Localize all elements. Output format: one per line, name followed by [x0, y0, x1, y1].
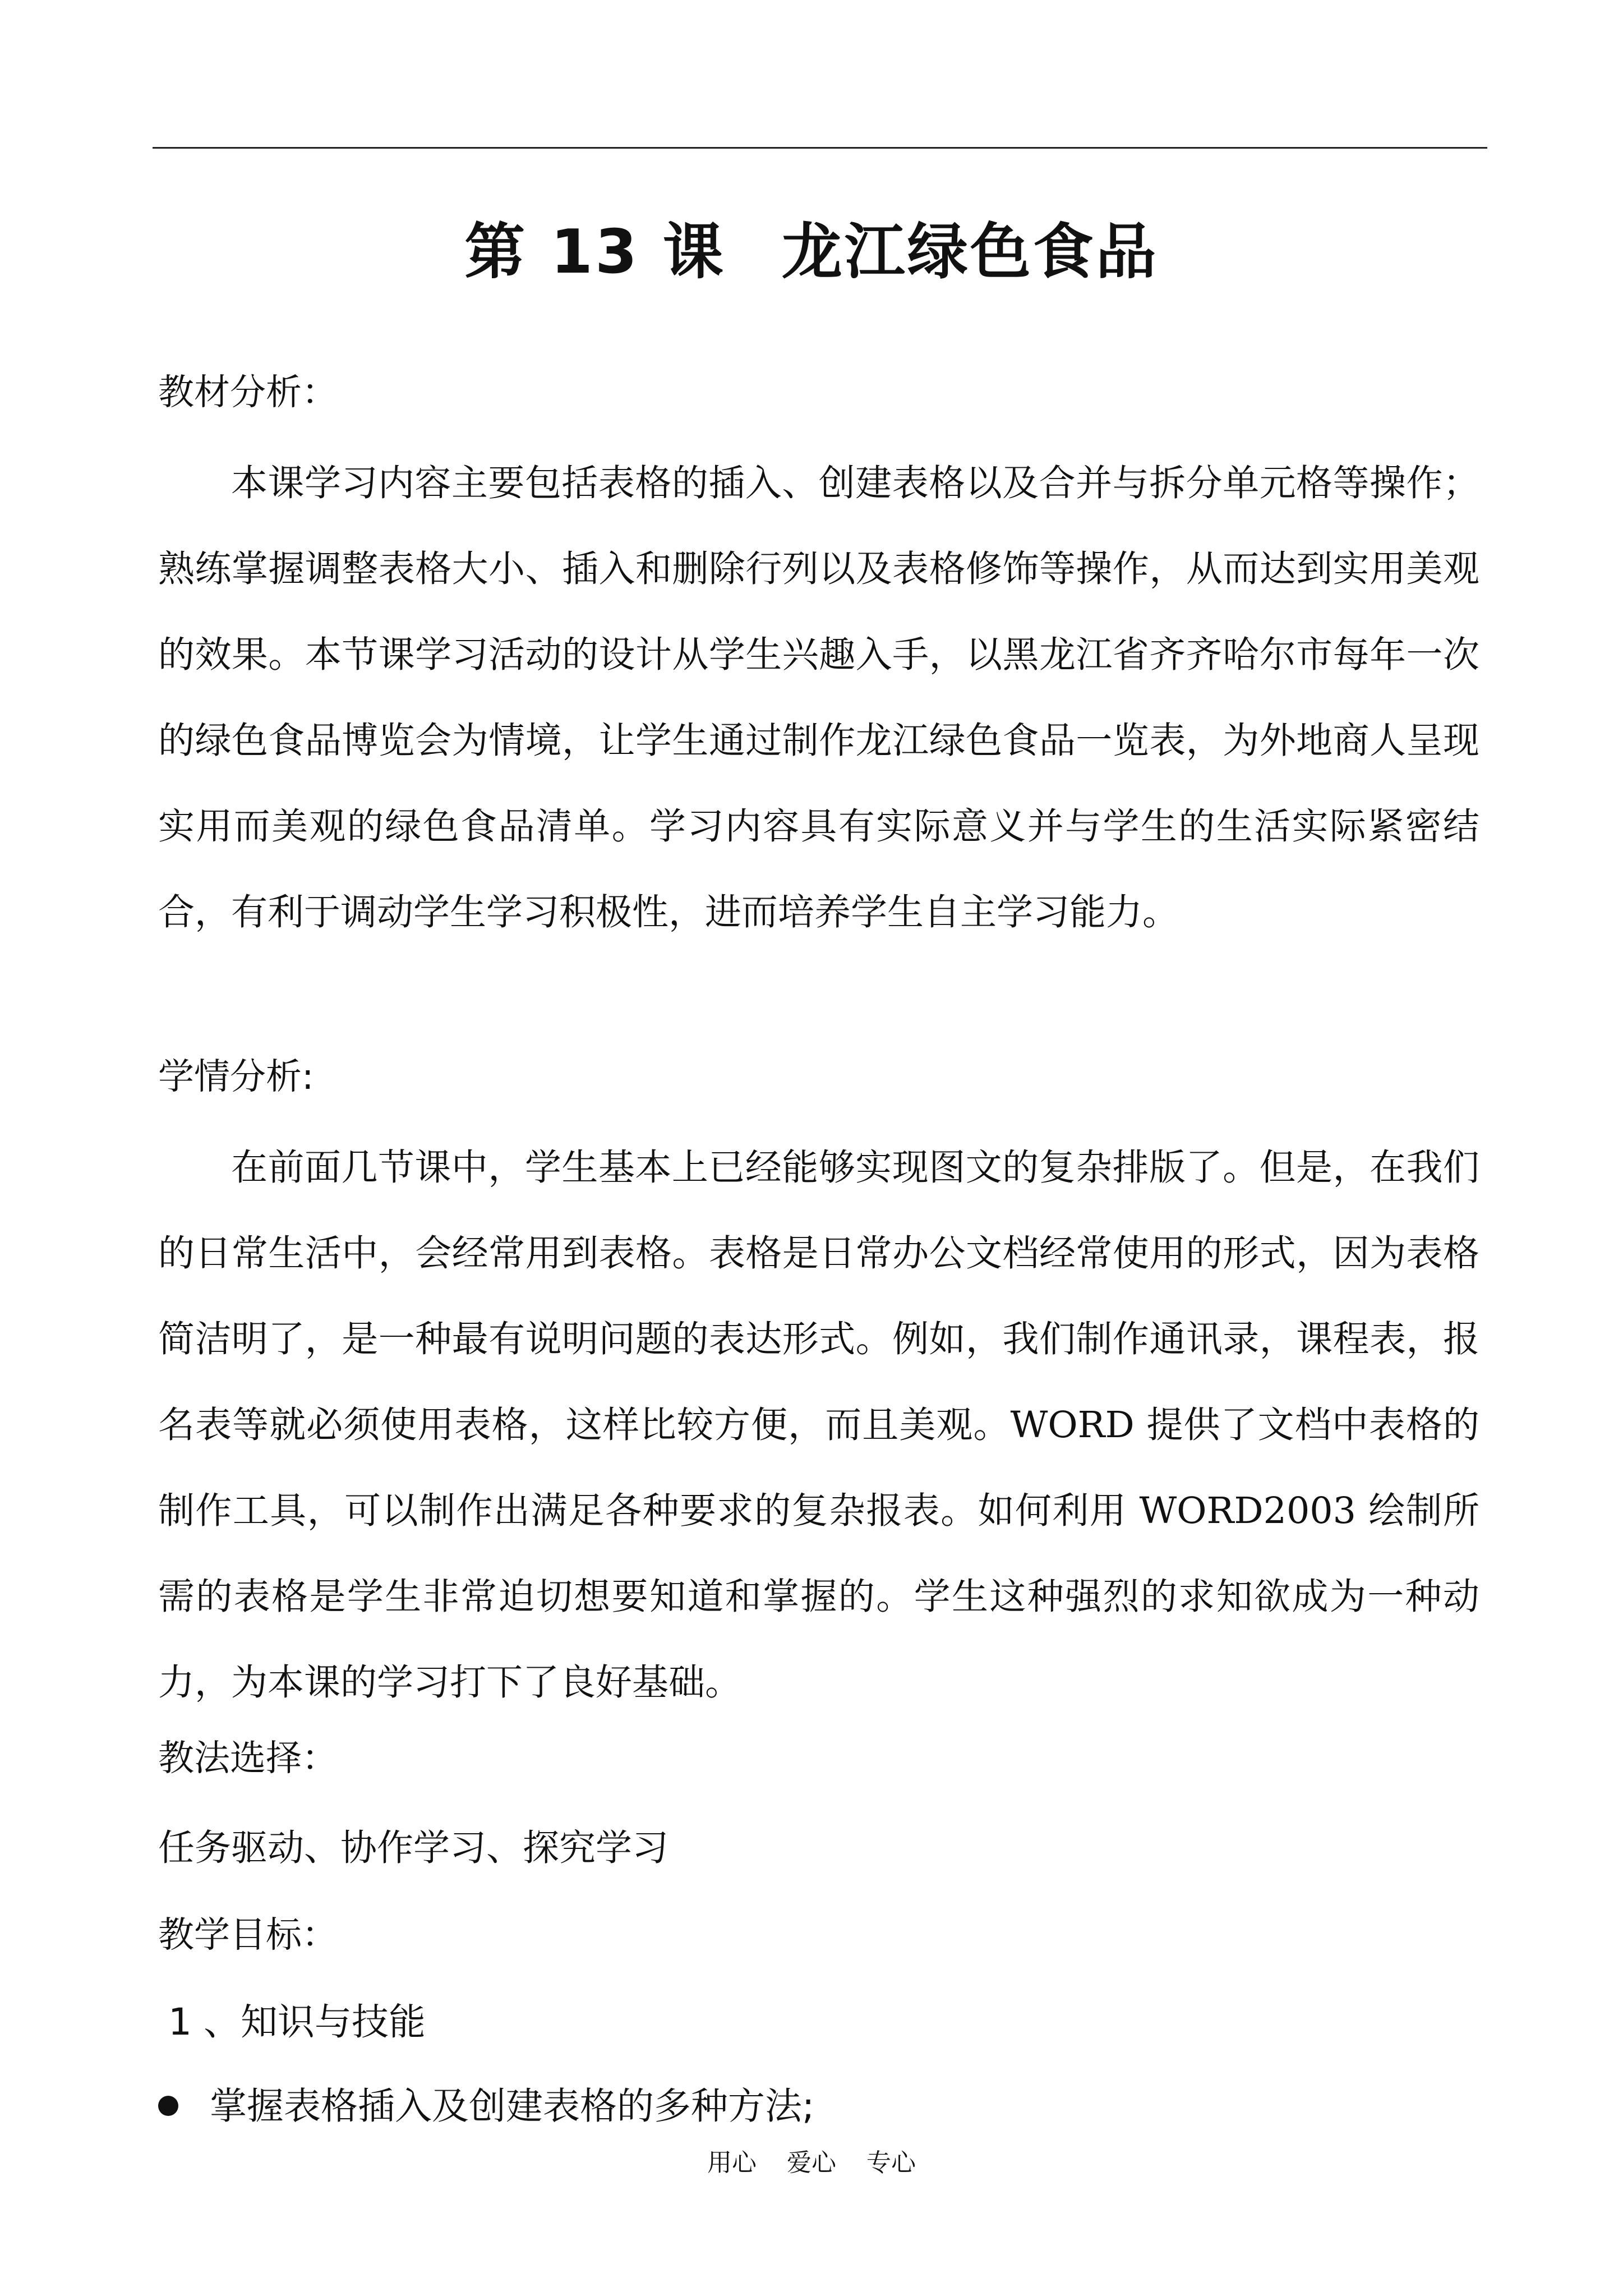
- section-heading-teaching-methods: 教法选择：: [158, 1738, 338, 1779]
- section-heading-textbook-analysis: 教材分析：: [158, 372, 338, 413]
- goals-bullet-item: [158, 2084, 814, 2129]
- title-topic: 龙江绿色食品: [781, 217, 1159, 287]
- page-footer: 用心 爱心 专心: [707, 2148, 916, 2177]
- title-lesson-number: 第 13 课: [464, 217, 726, 287]
- teaching-methods-text: 任务驱动、协作学习、探究学习: [158, 1827, 669, 1869]
- bullet-dot-icon: [158, 2096, 178, 2116]
- paragraph-student-analysis: 在前面几节课中，学生基本上已经能够实现图文的复杂排版了。但是，在我们的日常生活中，会经常用到表格。表格是日常办公文档经常使用的形式，因为表格简洁明了，是一种最有说明问题的表达形式。例如，我们制作通讯录，课程表，报名表等就必须使用表格，这样比较方便，而且美观。WORD 提供了文档中表格的制作工具，可以制作出满足各种要求的复杂报表。如何利用 WORD2003 绘制所需的表格是学生非常迫切想要知道和掌握的。学生这种强烈的求知欲成为一种动力，为本课的学习打下了良好基础。: [158, 1147, 1479, 1704]
- header-rule: [153, 147, 1487, 149]
- goals-bullet-text: 掌握表格插入及创建表格的多种方法;: [210, 2085, 815, 2128]
- section-heading-student-analysis: 学情分析:: [158, 1056, 314, 1098]
- goals-subheading-knowledge-skills: 1 、知识与技能: [168, 2000, 426, 2044]
- paragraph-textbook-analysis: 本课学习内容主要包括表格的插入、创建表格以及合并与拆分单元格等操作；熟练掌握调整表格大小、插入和删除行列以及表格修饰等操作，从而达到实用美观的效果。本节课学习活动的设计从学生兴趣入手，以黑龙江省齐齐哈尔市每年一次的绿色食品博览会为情境，让学生通过制作龙江绿色食品一览表，为外地商人呈现实用而美观的绿色食品清单。学习内容具有实际意义并与学生的生活实际紧密结合，有利于调动学生学习积极性，进而培养学生自主学习能力。: [158, 462, 1479, 933]
- page-title: [0, 213, 1623, 292]
- section-heading-teaching-goals: 教学目标：: [158, 1915, 338, 1956]
